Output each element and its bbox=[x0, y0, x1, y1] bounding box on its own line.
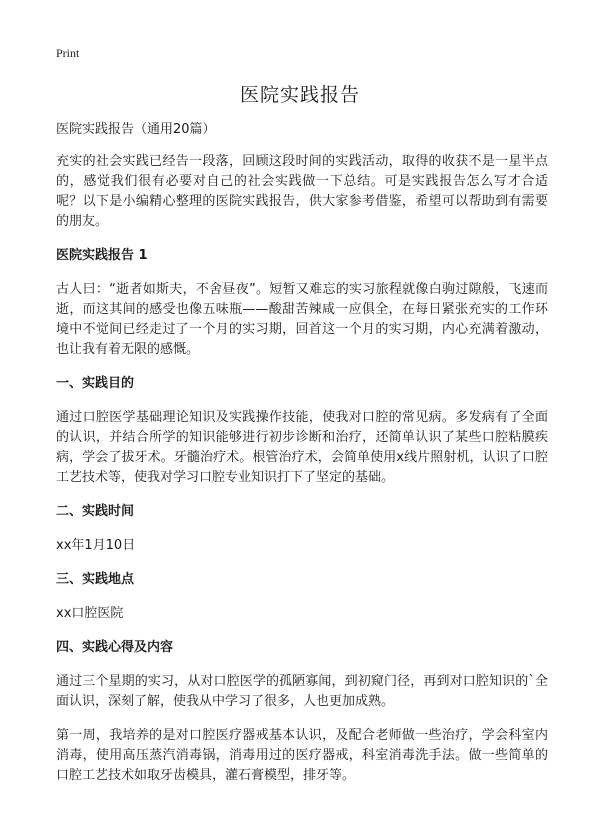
document-subtitle: 医院实践报告（通用20篇） bbox=[56, 122, 216, 137]
section-heading-time: 二、实践时间 bbox=[56, 504, 135, 519]
place-text: xx口腔医院 bbox=[56, 606, 124, 621]
experience-paragraph-1: 通过三个星期的实习，从对口腔医学的孤陋寡闻，到初窥门径，再到对口腔知识的`全面认识，深刻了解，使我从中学习了很多，人也更加成熟。 bbox=[56, 674, 548, 709]
intro-paragraph: 充实的社会实践已经告一段落，回顾这段时间的实践活动，取得的收获不是一星半点的，感觉我们很有必要对自己的社会实践做一下总结。可是实践报告怎么写才合适呢？以下是小编精心整理的医院实践报告，供大家参考借鉴，希望可以帮助到有需要的朋友。 bbox=[56, 154, 548, 229]
document-body bbox=[56, 120, 548, 800]
page-title: 医院实践报告 bbox=[239, 84, 360, 106]
section-heading-experience: 四、实践心得及内容 bbox=[56, 640, 174, 655]
section-heading-report-1: 医院实践报告 1 bbox=[56, 248, 148, 263]
section-heading-purpose: 一、实践目的 bbox=[56, 376, 135, 391]
report-1-paragraph: 古人曰：“逝者如斯夫，不舍昼夜”。短暂又难忘的实习旅程就像白驹过隙般，飞速而逝，而这其间的感受也像五味瓶——酸甜苦辣咸一应俱全，在每日紧张充实的工作环境中不觉间已经走过了一个月的实习期，回首这一个月的实习期，内心充满着激动，也让我有着无限的感慨。 bbox=[56, 282, 548, 357]
purpose-paragraph: 通过口腔医学基础理论知识及实践操作技能，使我对口腔的常见病。多发病有了全面的认识，并结合所学的知识能够进行初步诊断和治疗，还简单认识了某些口腔粘膜疾病，学会了拔牙术。牙髓治疗术。根管治疗术，会简单使用x线片照射机，认识了口腔工艺技术等，使我对学习口腔专业知识打下了坚定的基础。 bbox=[56, 410, 548, 485]
print-link[interactable]: Print bbox=[56, 46, 80, 60]
experience-paragraph-2: 第一周，我培养的是对口腔医疗器戒基本认识，及配合老师做一些治疗，学会科室内消毒，使用高压蒸汽消毒锅，消毒用过的医疗器戒，科室消毒洗手法。做一些简单的口腔工艺技术如取牙齿模具，灌石膏模型，排牙等。 bbox=[56, 728, 548, 783]
section-heading-place: 三、实践地点 bbox=[56, 572, 135, 587]
time-text: xx年1月10日 bbox=[56, 538, 136, 553]
